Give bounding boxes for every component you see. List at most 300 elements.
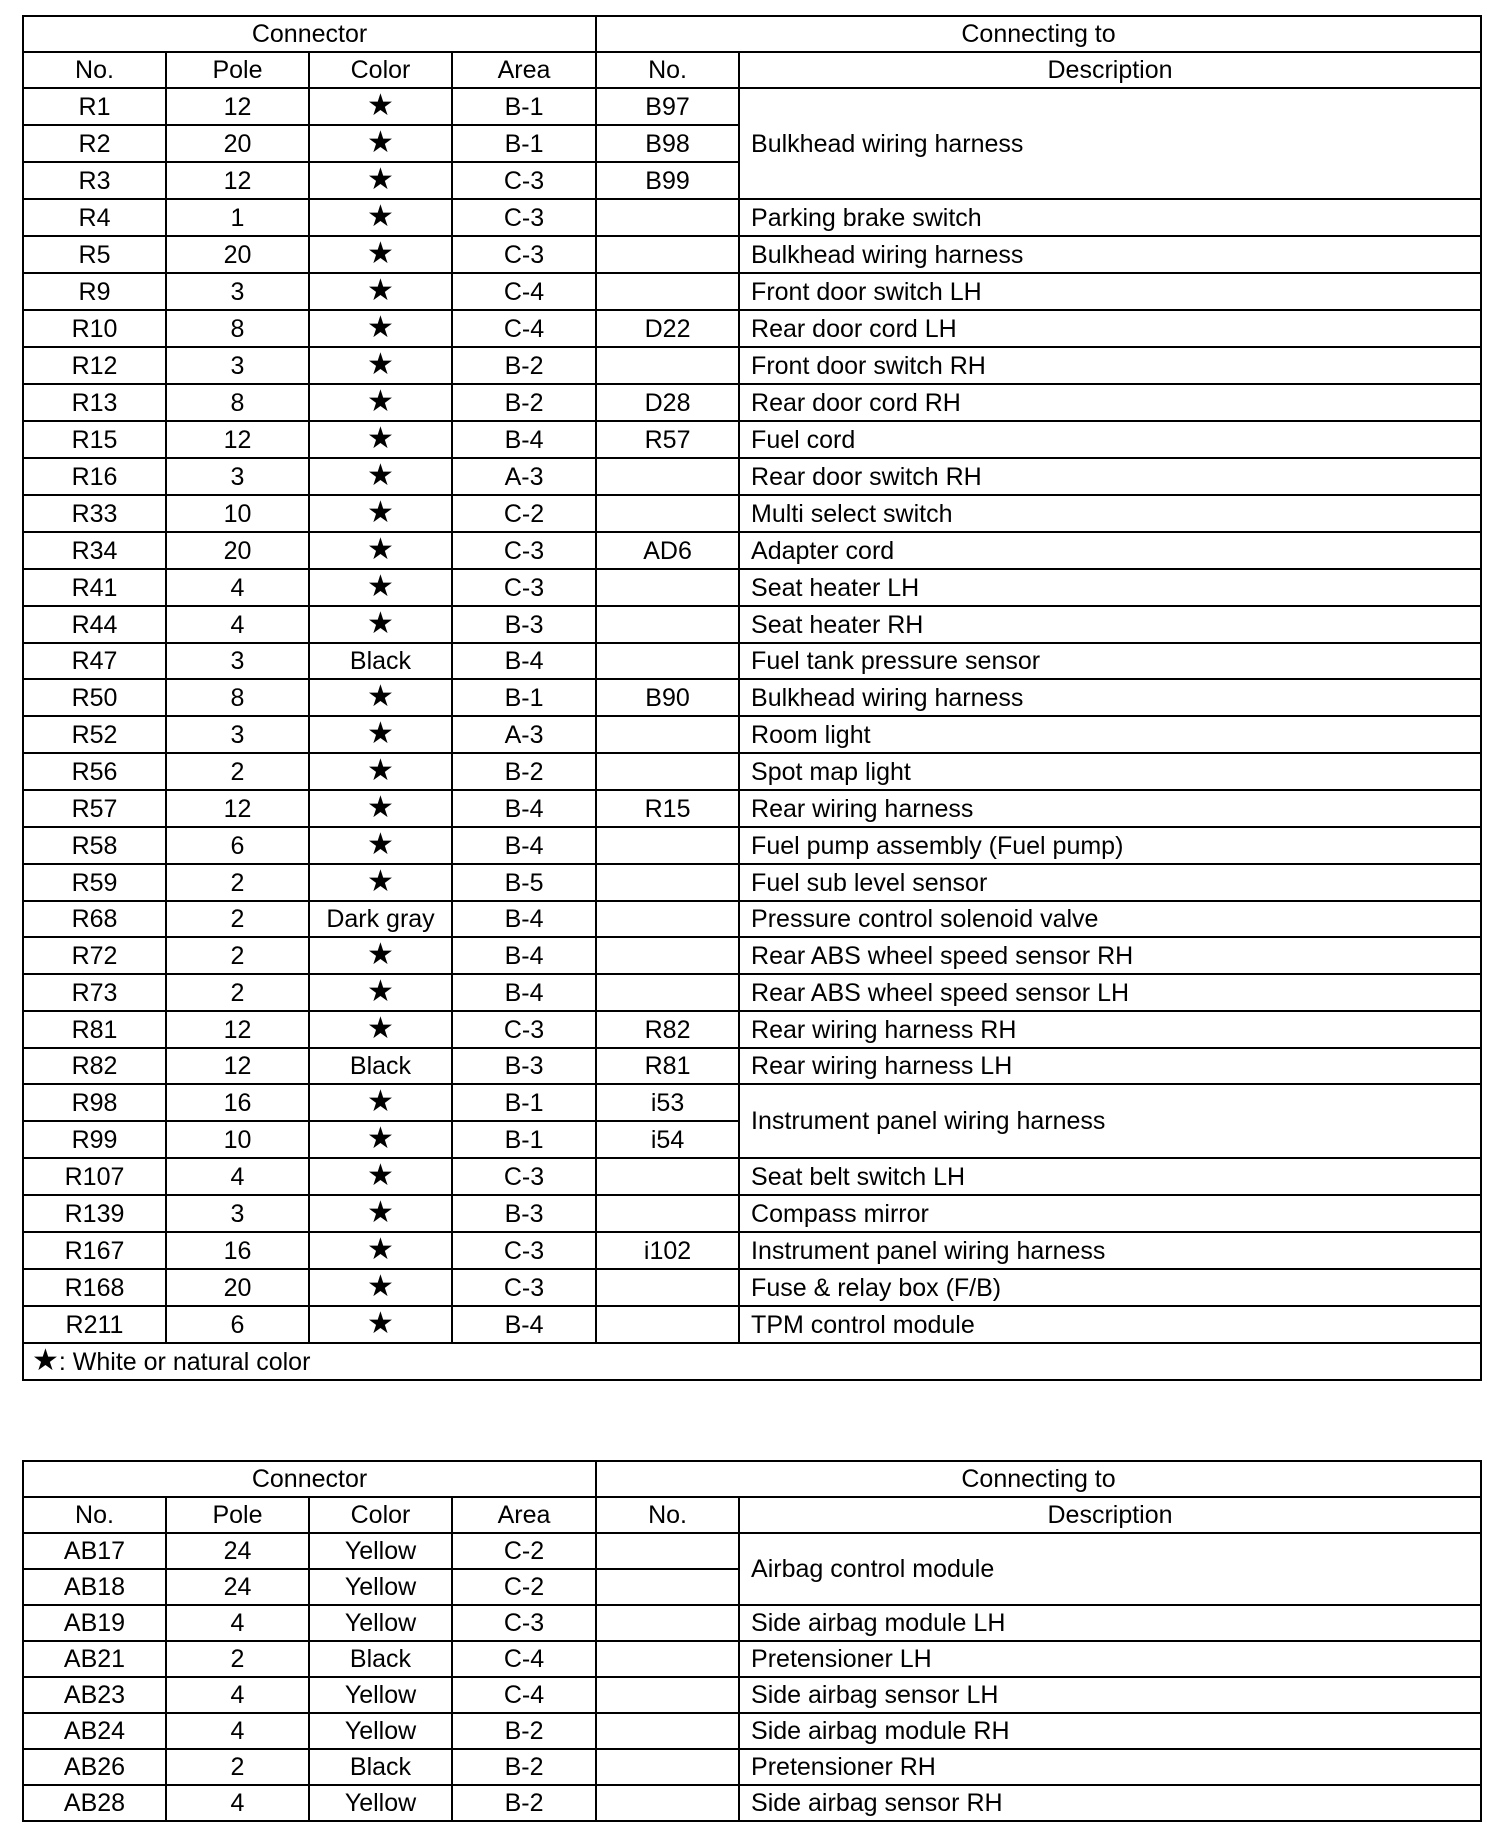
column-header-no: No. [23,1497,166,1533]
color-cell [309,421,452,458]
table-row [23,1084,1481,1121]
area-cell [452,1158,596,1195]
connector-no-cell [23,1306,166,1343]
cell-text: 2 [230,1753,245,1781]
star-icon: ★ [367,200,394,233]
cell-text: 24 [223,1537,252,1565]
cell-text: 4 [230,1162,245,1191]
color-cell [309,199,452,236]
cell-text: R211 [65,1310,124,1339]
cell-text: AB28 [63,1789,126,1817]
connecting-no-cell [596,1785,739,1821]
cell-text: AB21 [63,1645,126,1673]
cell-text: Yellow [344,1789,417,1817]
cell-text: B-5 [504,868,544,897]
area-cell [452,1048,596,1084]
cell-text: Black [349,1645,412,1673]
pole-cell [166,937,309,974]
color-cell [309,495,452,532]
area-cell [452,1084,596,1121]
description-cell [739,679,1481,716]
legend-text: : White or natural color [58,1348,311,1376]
cell-text: 20 [223,1273,252,1302]
cell-text: R41 [71,573,118,602]
color-cell [309,1713,452,1749]
cell-text: Dark gray [326,905,435,933]
table-row [23,606,1481,643]
connector-no-cell [23,679,166,716]
area-cell [452,384,596,421]
pole-cell [166,1269,309,1306]
connector-no-cell [23,421,166,458]
cell-text: C-3 [503,166,545,195]
connector-no-cell [23,199,166,236]
area-cell [452,1306,596,1343]
cell-text: Rear ABS wheel speed sensor RH [751,941,1134,970]
cell-text: 20 [223,240,252,269]
table-row [23,901,1481,937]
cell-text: 20 [223,129,252,158]
table-row [23,1158,1481,1195]
cell-text: B-3 [504,1199,544,1228]
table-row [23,937,1481,974]
cell-text: 2 [230,868,245,897]
pole-cell [166,1785,309,1821]
cell-text: R57 [71,794,118,823]
cell-text: 4 [230,1609,245,1637]
pole-cell [166,606,309,643]
area-cell [452,901,596,937]
pole-cell [166,1306,309,1343]
cell-text: B-2 [504,388,544,417]
connecting-no-cell [596,1084,739,1121]
cell-text: Fuel pump assembly (Fuel pump) [751,831,1124,860]
area-cell [452,1641,596,1677]
color-cell [309,88,452,125]
description-cell [739,901,1481,937]
table-row [23,1195,1481,1232]
description-cell [739,716,1481,753]
pole-cell [166,310,309,347]
description-cell [739,458,1481,495]
cell-text: C-2 [503,1573,545,1601]
description-cell [739,532,1481,569]
cell-text: Side airbag module RH [751,1717,1010,1745]
area-cell [452,606,596,643]
connector-no-cell [23,1195,166,1232]
cell-text: B-4 [504,905,544,933]
color-cell [309,1158,452,1195]
table-row [23,1785,1481,1821]
cell-text: R81 [71,1015,118,1044]
table-row [23,273,1481,310]
pole-cell [166,643,309,679]
area-cell [452,1533,596,1569]
pole-cell [166,1121,309,1158]
group-header-connecting-to: Connecting to [596,1461,1481,1497]
description-cell [739,1677,1481,1713]
cell-text: C-3 [503,1273,545,1302]
cell-text: Yellow [344,1681,417,1709]
area-cell [452,495,596,532]
connecting-no-cell [596,310,739,347]
star-icon: ★ [367,680,394,713]
pole-cell [166,1195,309,1232]
cell-text: R139 [64,1199,125,1228]
color-cell [309,937,452,974]
cell-text: R56 [71,757,118,786]
connecting-no-cell [596,1306,739,1343]
connector-no-cell [23,236,166,273]
color-cell [309,716,452,753]
star-icon: ★ [367,1307,394,1340]
cell-text: 12 [223,92,252,121]
area-cell [452,532,596,569]
star-icon: ★ [367,459,394,492]
cell-text: i54 [650,1125,685,1154]
description-cell [739,827,1481,864]
cell-text: C-3 [503,240,545,269]
cell-text: C-3 [503,1162,545,1191]
description-cell [739,1785,1481,1821]
star-icon: ★ [367,1122,394,1155]
cell-text: R16 [71,462,118,491]
star-icon: ★ [367,791,394,824]
table-row [23,716,1481,753]
cell-text: Pressure control solenoid valve [751,905,1099,933]
area-cell [452,1605,596,1641]
table-row [23,1641,1481,1677]
connecting-no-cell [596,606,739,643]
cell-text: 10 [223,499,252,528]
cell-text: B-4 [504,425,544,454]
table-header [23,16,1481,88]
connecting-no-cell [596,458,739,495]
cell-text: Compass mirror [751,1199,929,1228]
color-cell [309,1048,452,1084]
pole-cell [166,1232,309,1269]
description-cell [739,569,1481,606]
cell-text: Adapter cord [751,536,895,565]
connector-no-cell [23,1785,166,1821]
cell-text: B-2 [504,1717,544,1745]
description-cell [739,1084,1481,1158]
table-row [23,827,1481,864]
cell-text: 12 [223,1015,252,1044]
cell-text: B-4 [504,1310,544,1339]
connecting-no-cell [596,384,739,421]
description-cell [739,310,1481,347]
cell-text: R57 [644,425,691,454]
cell-text: Fuel tank pressure sensor [751,647,1041,675]
connecting-no-cell [596,643,739,679]
table-row [23,864,1481,901]
column-header-area: Area [452,52,596,88]
cell-text: R82 [644,1015,691,1044]
group-header-connector: Connector [23,16,596,52]
description-cell [739,421,1481,458]
cell-text: Instrument panel wiring harness [751,1107,1106,1135]
description-cell [739,1158,1481,1195]
connector-no-cell [23,162,166,199]
color-cell [309,162,452,199]
pole-cell [166,974,309,1011]
table-row [23,790,1481,827]
color-cell [309,1533,452,1569]
cell-text: 24 [223,1573,252,1601]
column-header-description: Description [739,52,1481,88]
star-icon: ★ [367,1085,394,1118]
cell-text: Rear wiring harness [751,794,974,823]
table-row [23,1011,1481,1048]
area-cell [452,679,596,716]
connector-no-cell [23,1121,166,1158]
connector-no-cell [23,310,166,347]
cell-text: B-3 [504,1052,544,1080]
cell-text: Pretensioner RH [751,1753,936,1781]
connecting-no-cell [596,273,739,310]
connecting-no-cell [596,1533,739,1569]
cell-text: Side airbag sensor RH [751,1789,1003,1817]
cell-text: C-3 [503,1236,545,1265]
cell-text: R68 [71,905,118,933]
table-row [23,1533,1481,1569]
area-cell [452,310,596,347]
table-row [23,1048,1481,1084]
pole-cell [166,753,309,790]
cell-text: A-3 [504,720,544,749]
cell-text: AD6 [643,536,692,565]
pole-cell [166,384,309,421]
area-cell [452,1232,596,1269]
connector-no-cell [23,458,166,495]
area-cell [452,162,596,199]
column-header-pole: Pole [166,52,309,88]
description-cell [739,864,1481,901]
area-cell [452,864,596,901]
color-cell [309,236,452,273]
pole-cell [166,273,309,310]
description-cell [739,1605,1481,1641]
table-row [23,1269,1481,1306]
color-cell [309,1084,452,1121]
description-cell [739,1269,1481,1306]
connecting-no-cell [596,1269,739,1306]
color-cell [309,1605,452,1641]
connecting-no-cell [596,125,739,162]
connecting-no-cell [596,88,739,125]
cell-text: Room light [751,720,871,749]
color-cell [309,125,452,162]
connector-no-cell [23,643,166,679]
column-header-color: Color [309,52,452,88]
cell-text: R15 [644,794,691,823]
cell-text: 6 [230,1310,245,1339]
connector-no-cell [23,1713,166,1749]
cell-text: Instrument panel wiring harness [751,1236,1106,1265]
cell-text: 3 [230,647,245,675]
cell-text: 2 [230,941,245,970]
description-cell [739,1048,1481,1084]
table-row [23,1677,1481,1713]
table-row [23,753,1481,790]
cell-text: 3 [230,277,245,306]
cell-text: 2 [230,757,245,786]
table-row [23,1749,1481,1785]
pole-cell [166,1749,309,1785]
connecting-no-cell [596,569,739,606]
connector-no-cell [23,88,166,125]
cell-text: Spot map light [751,757,911,786]
area-cell [452,753,596,790]
area-cell [452,937,596,974]
table-row [23,421,1481,458]
cell-text: 10 [223,1125,252,1154]
connector-no-cell [23,790,166,827]
description-cell [739,753,1481,790]
cell-text: B-2 [504,1789,544,1817]
cell-text: Side airbag module LH [751,1609,1006,1637]
color-cell [309,310,452,347]
cell-text: 16 [223,1236,252,1265]
connector-no-cell [23,1533,166,1569]
area-cell [452,125,596,162]
pole-cell [166,864,309,901]
cell-text: R12 [71,351,118,380]
connector-no-cell [23,569,166,606]
cell-text: R98 [71,1088,118,1117]
pole-cell [166,199,309,236]
connector-no-cell [23,864,166,901]
cell-text: 12 [223,1052,252,1080]
connector-no-cell [23,532,166,569]
cell-text: Yellow [344,1573,417,1601]
connecting-no-cell [596,1232,739,1269]
connecting-no-cell [596,162,739,199]
star-icon: ★ [367,754,394,787]
area-cell [452,1121,596,1158]
pole-cell [166,532,309,569]
column-header-pole: Pole [166,1497,309,1533]
cell-text: 4 [230,1717,245,1745]
column-header-connecting-no: No. [596,52,739,88]
area-cell [452,1785,596,1821]
cell-text: C-2 [503,1537,545,1565]
cell-text: R59 [71,868,118,897]
cell-text: Rear wiring harness RH [751,1015,1017,1044]
pole-cell [166,1677,309,1713]
area-cell [452,716,596,753]
cell-text: 1 [230,203,245,232]
connector-no-cell [23,125,166,162]
cell-text: R50 [71,683,118,712]
cell-text: B90 [645,683,690,712]
area-cell [452,1195,596,1232]
cell-text: 3 [230,720,245,749]
cell-text: C-3 [503,203,545,232]
cell-text: AB18 [63,1573,126,1601]
description-cell [739,1749,1481,1785]
connector-no-cell [23,273,166,310]
connecting-no-cell [596,1011,739,1048]
pole-cell [166,347,309,384]
cell-text: 2 [230,905,245,933]
color-cell [309,1269,452,1306]
column-header-description: Description [739,1497,1481,1533]
connecting-no-cell [596,716,739,753]
color-cell [309,458,452,495]
star-icon: ★ [32,1344,59,1377]
area-cell [452,1011,596,1048]
connecting-no-cell [596,1713,739,1749]
area-cell [452,88,596,125]
star-icon: ★ [367,89,394,122]
cell-text: 2 [230,978,245,1007]
connecting-no-cell [596,236,739,273]
cell-text: B98 [645,129,690,158]
cell-text: Rear door cord LH [751,314,957,343]
cell-text: R13 [71,388,118,417]
color-cell [309,384,452,421]
area-cell [452,974,596,1011]
cell-text: R72 [71,941,118,970]
cell-text: B-4 [504,647,544,675]
connector-no-cell [23,1232,166,1269]
cell-text: B-1 [504,129,544,158]
pole-cell [166,125,309,162]
column-header-area: Area [452,1497,596,1533]
star-icon: ★ [367,126,394,159]
connector-no-cell [23,937,166,974]
table-row [23,532,1481,569]
pole-cell [166,1605,309,1641]
cell-text: B97 [645,92,690,121]
cell-text: Fuel cord [751,425,856,454]
cell-text: Seat heater LH [751,573,920,602]
description-cell [739,1195,1481,1232]
connecting-no-cell [596,790,739,827]
description-cell [739,347,1481,384]
connecting-no-cell [596,1605,739,1641]
pole-cell [166,790,309,827]
color-cell [309,901,452,937]
cell-text: Yellow [344,1717,417,1745]
connector-no-cell [23,974,166,1011]
star-icon: ★ [367,311,394,344]
area-cell [452,1569,596,1605]
cell-text: 4 [230,1789,245,1817]
star-icon: ★ [367,828,394,861]
connector-table-r [22,15,1482,1381]
color-cell [309,1641,452,1677]
cell-text: 3 [230,351,245,380]
table-row [23,1232,1481,1269]
area-cell [452,790,596,827]
connector-no-cell [23,1569,166,1605]
connector-no-cell [23,901,166,937]
pole-cell [166,1713,309,1749]
table-header [23,1461,1481,1533]
table-row [23,310,1481,347]
area-cell [452,569,596,606]
area-cell [452,1269,596,1306]
cell-text: 4 [230,610,245,639]
color-cell [309,679,452,716]
color-cell [309,790,452,827]
pole-cell [166,1084,309,1121]
cell-text: 4 [230,573,245,602]
color-cell [309,1749,452,1785]
